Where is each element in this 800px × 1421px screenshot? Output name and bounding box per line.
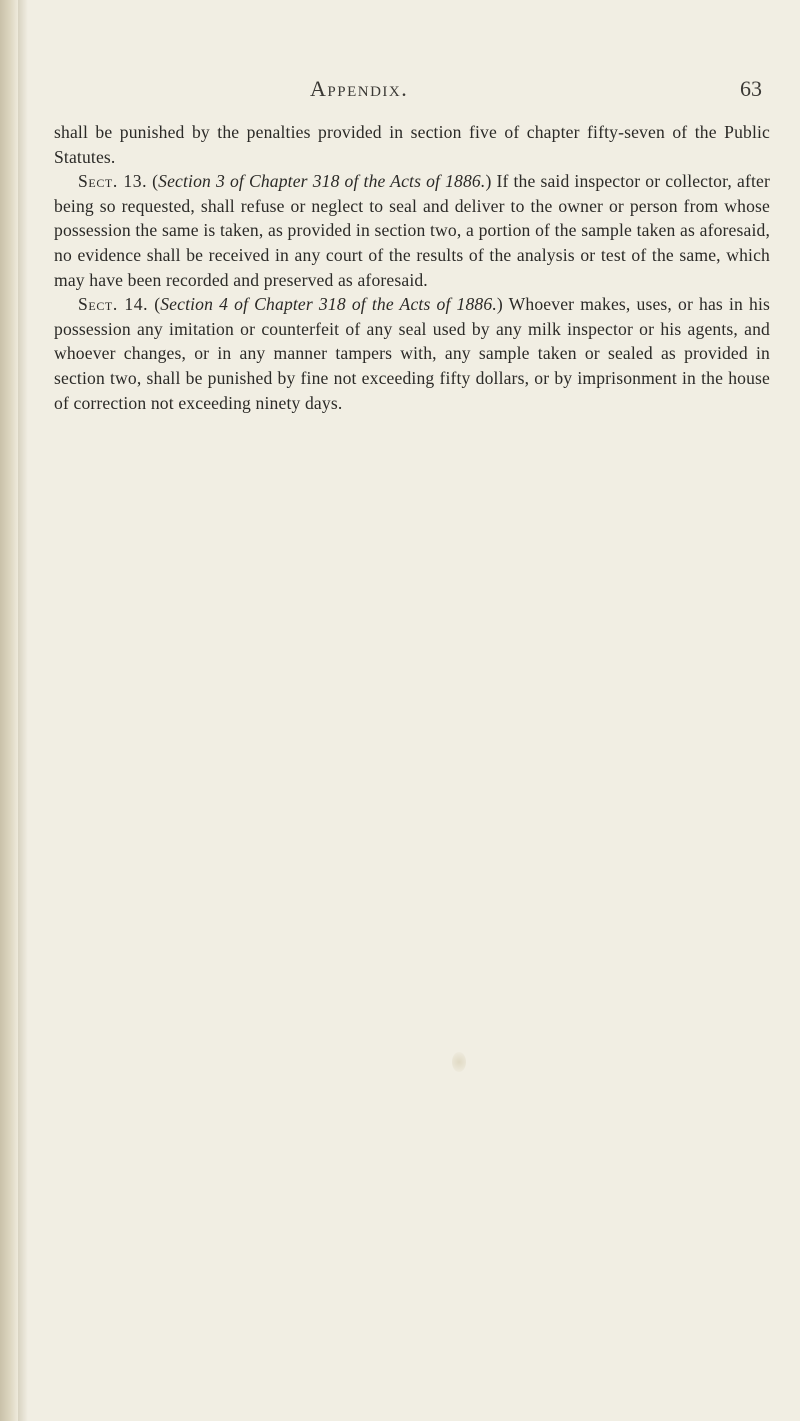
paragraph-text: Whoever makes, uses, or has in his possession any imitation or counterfeit of any seal used by any milk inspector or his agents, and whoever changes, or in any manner tampers with, any sample taken or sealed as provided in section two, shall be punished by fine not exceeding fifty dollars, or by imprisonment in the house of correction not exceeding ninety days. [54, 294, 771, 413]
paragraph-continuation [54, 120, 770, 169]
section-label: Sect. 14. [78, 294, 149, 315]
running-head [0, 76, 800, 106]
paragraph-text: If the said inspector or collector, after being so requested, shall refuse or neglect to seal and deliver to the owner or person from whose possession the same is taken, as provided in section two, a portion of the sample taken as aforesaid, no evidence shall be received in any court of the results of the analysis or test of the same, which may have been recorded and preserved as aforesaid. [54, 171, 770, 290]
body-text [54, 120, 770, 415]
paragraph-text: shall be punished by the penalties provided in section five of chapter fifty-seven of the Public Statutes. [54, 122, 770, 167]
ref-citation: Section 3 of Chapter 318 of the Acts of 1886. [158, 171, 486, 192]
binding-gutter [0, 0, 18, 1421]
ref-close-paren: ) [485, 171, 492, 192]
ref-citation: Section 4 of Chapter 318 of the Acts of 1886. [160, 294, 497, 315]
ref-open-paren: ( [154, 294, 161, 315]
section-label: Sect. 13. [78, 171, 148, 192]
ref-close-paren: ) [496, 294, 503, 315]
section-reference [154, 294, 503, 314]
paragraph-sect-13 [54, 169, 770, 292]
running-title: Appendix. [310, 76, 409, 101]
paragraph-sect-14 [54, 292, 770, 415]
paper-smudge [452, 1052, 466, 1072]
gutter-shadow [18, 0, 28, 1421]
ref-open-paren: ( [152, 171, 159, 192]
page-number: 63 [740, 76, 762, 101]
section-reference [152, 171, 491, 191]
